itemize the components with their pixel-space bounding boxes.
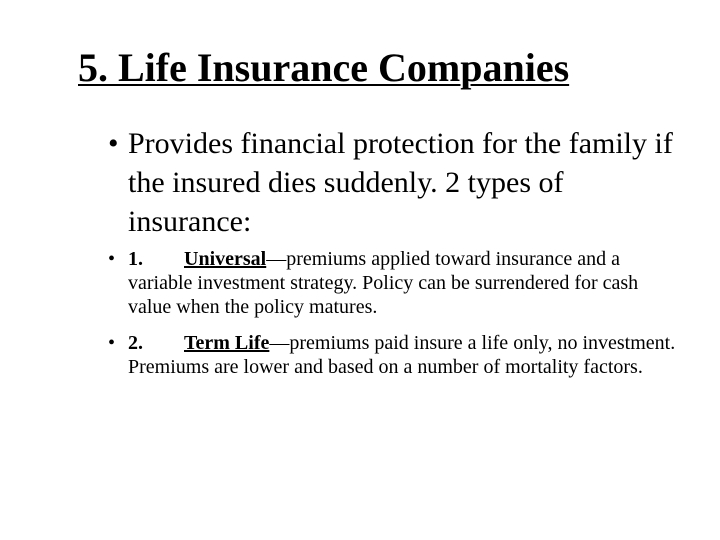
sub-bullet-text: —premiums paid insure a life only, no investment. Premiums are lower and based on a number of mortality factors. (128, 332, 676, 378)
sub-bullet-term: Term Life (184, 332, 270, 354)
sub-bullet-body (108, 247, 678, 319)
sub-bullet-universal (108, 247, 678, 319)
main-bullet (108, 124, 688, 241)
sub-bullet-term-life (108, 331, 678, 379)
bullet-dot-icon: • (108, 248, 116, 270)
sub-bullet-number: 1. (128, 248, 143, 270)
sub-bullet-text: —premiums applied toward insurance and a variable investment strategy. Policy can be surrendered for cash value when the policy matures. (128, 248, 639, 318)
sub-bullet-term: Universal (184, 248, 267, 270)
main-bullet-text: Provides financial protection for the family if the insured dies suddenly. 2 types of insurance: (128, 127, 673, 238)
sub-bullet-body (108, 331, 678, 379)
slide-title: 5. Life Insurance Companies (78, 45, 570, 90)
bullet-dot-icon: • (108, 127, 119, 160)
sub-bullet-number: 2. (128, 332, 143, 354)
bullet-dot-icon: • (108, 332, 116, 354)
